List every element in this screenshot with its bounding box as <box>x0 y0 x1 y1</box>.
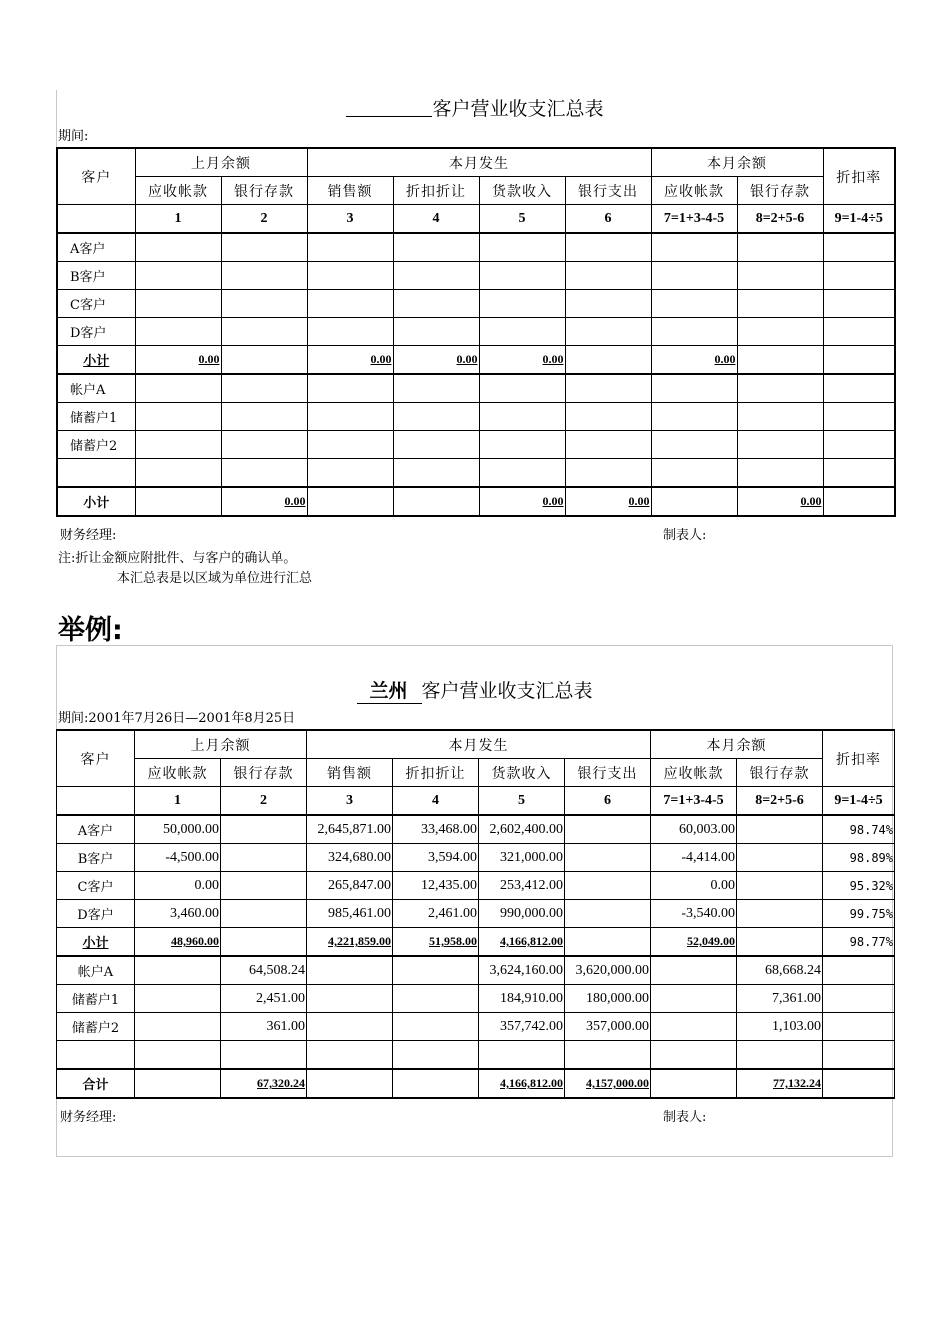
row-label: D客户 <box>57 900 135 928</box>
example-account-rows <box>57 956 895 1041</box>
subtotal-row <box>57 487 895 516</box>
header-last-month-balance: 上月余额 <box>135 730 307 759</box>
table-cell <box>565 900 651 928</box>
subtotal-cell: 48,960.00 <box>135 928 221 957</box>
row-label: A客户 <box>57 233 135 262</box>
title-blank <box>346 98 432 117</box>
table-cell: -3,540.00 <box>651 900 737 928</box>
header-this-month-balance: 本月余额 <box>651 148 823 177</box>
example-period: 期间:2001年7月26日—2001年8月25日 <box>58 711 296 726</box>
table-row <box>57 872 895 900</box>
total-cell: 67,320.24 <box>221 1069 307 1098</box>
form-title <box>56 94 894 121</box>
table-row <box>57 459 895 488</box>
index-cell: 7=1+3-4-5 <box>651 205 737 234</box>
table-cell: 324,680.00 <box>307 844 393 872</box>
subtotal-cell: 0.00 <box>565 487 651 516</box>
subtotal-cell: 0.00 <box>737 487 823 516</box>
table-cell: 361.00 <box>221 1013 307 1041</box>
table-cell <box>651 985 737 1013</box>
table-row <box>57 900 895 928</box>
table-cell <box>737 900 823 928</box>
table-cell <box>221 815 307 844</box>
table-cell: 2,461.00 <box>393 900 479 928</box>
row-label: 储蓄户2 <box>57 431 135 459</box>
note-line-1: 注:折让金额应附批件、与客户的确认单。 <box>58 551 297 566</box>
row-label: C客户 <box>57 290 135 318</box>
row-label: 帐户A <box>57 374 135 403</box>
rate-cell: 98.89% <box>823 844 895 872</box>
header-discount: 折扣折让 <box>393 177 479 205</box>
subtotal-row <box>57 928 895 957</box>
header-sales: 销售额 <box>307 759 393 787</box>
header-bank-deposit-2: 银行存款 <box>737 177 823 205</box>
table-cell <box>737 872 823 900</box>
index-cell: 5 <box>479 787 565 816</box>
table-cell: 3,594.00 <box>393 844 479 872</box>
subtotal-cell: 0.00 <box>393 346 479 375</box>
total-cell: 4,157,000.00 <box>565 1069 651 1098</box>
table-cell: 0.00 <box>135 872 221 900</box>
header-discount-rate: 折扣率 <box>823 730 895 787</box>
subtotal-cell: 0.00 <box>307 346 393 375</box>
index-cell: 1 <box>135 205 221 234</box>
table-cell <box>565 815 651 844</box>
form-period: 期间: <box>58 129 89 144</box>
total-cell: 77,132.24 <box>737 1069 823 1098</box>
header-sales: 销售额 <box>307 177 393 205</box>
table-cell <box>221 872 307 900</box>
header-receivable: 应收帐款 <box>135 177 221 205</box>
subtotal-cell: 4,221,859.00 <box>307 928 393 957</box>
subtotal-cell: 4,166,812.00 <box>479 928 565 957</box>
index-cell: 2 <box>221 205 307 234</box>
row-label: 帐户A <box>57 956 135 985</box>
subtotal-cell: 0.00 <box>135 346 221 375</box>
table-cell: 3,460.00 <box>135 900 221 928</box>
row-label: 储蓄户1 <box>57 985 135 1013</box>
index-cell: 4 <box>393 205 479 234</box>
table-cell <box>221 900 307 928</box>
total-row <box>57 1069 895 1098</box>
header-receivable: 应收帐款 <box>135 759 221 787</box>
rate-cell <box>823 956 895 985</box>
note-line-2: 本汇总表是以区域为单位进行汇总 <box>117 571 313 586</box>
row-label: B客户 <box>57 262 135 290</box>
example-preparer-label: 制表人: <box>663 1110 707 1125</box>
header-bank-deposit: 银行存款 <box>221 177 307 205</box>
table-cell: 357,742.00 <box>479 1013 565 1041</box>
table-cell <box>565 872 651 900</box>
table-row <box>57 290 895 318</box>
table-cell: 3,620,000.00 <box>565 956 651 985</box>
table-cell <box>651 1013 737 1041</box>
rate-cell <box>823 985 895 1013</box>
table-cell: 60,003.00 <box>651 815 737 844</box>
index-cell: 5 <box>479 205 565 234</box>
table-cell: 2,602,400.00 <box>479 815 565 844</box>
example-manager-label: 财务经理: <box>60 1110 117 1125</box>
table-cell <box>307 1013 393 1041</box>
table-cell <box>135 1013 221 1041</box>
table-cell: 3,624,160.00 <box>479 956 565 985</box>
index-cell: 6 <box>565 787 651 816</box>
table-row <box>57 1013 895 1041</box>
rate-cell: 95.32% <box>823 872 895 900</box>
table-row <box>57 956 895 985</box>
table-cell: 12,435.00 <box>393 872 479 900</box>
index-cell: 1 <box>135 787 221 816</box>
table-cell <box>307 985 393 1013</box>
table-cell <box>393 956 479 985</box>
index-cell: 9=1-4÷5 <box>823 205 895 234</box>
table-row <box>57 844 895 872</box>
index-cell: 8=2+5-6 <box>737 787 823 816</box>
subtotal-label: 小计 <box>57 928 135 957</box>
table-cell: 321,000.00 <box>479 844 565 872</box>
row-label: A客户 <box>57 815 135 844</box>
example-table <box>56 729 895 1099</box>
table-cell: 0.00 <box>651 872 737 900</box>
table-row <box>57 431 895 459</box>
header-bank-deposit: 银行存款 <box>221 759 307 787</box>
manager-label: 财务经理: <box>60 528 117 543</box>
table-row <box>57 815 895 844</box>
row-label: B客户 <box>57 844 135 872</box>
rate-cell: 98.74% <box>823 815 895 844</box>
table-cell: 990,000.00 <box>479 900 565 928</box>
table-cell <box>565 844 651 872</box>
header-customer: 客户 <box>57 730 135 787</box>
form-table <box>56 147 896 517</box>
index-cell: 8=2+5-6 <box>737 205 823 234</box>
index-cell: 3 <box>307 205 393 234</box>
table-cell <box>135 985 221 1013</box>
table-cell <box>135 956 221 985</box>
index-cell: 4 <box>393 787 479 816</box>
subtotal-rate: 98.77% <box>823 928 895 957</box>
table-cell <box>393 1013 479 1041</box>
subtotal-cell: 51,958.00 <box>393 928 479 957</box>
example-title <box>56 676 894 704</box>
header-bank-deposit-2: 银行存款 <box>737 759 823 787</box>
table-cell: 2,451.00 <box>221 985 307 1013</box>
header-bank-expense: 银行支出 <box>565 759 651 787</box>
table-cell: 7,361.00 <box>737 985 823 1013</box>
preparer-label: 制表人: <box>663 528 707 543</box>
index-row <box>57 205 895 234</box>
table-row <box>57 233 895 262</box>
example-place: 兰州 <box>357 676 421 704</box>
table-cell: 64,508.24 <box>221 956 307 985</box>
header-this-month-occurrence: 本月发生 <box>307 730 651 759</box>
table-cell: 1,103.00 <box>737 1013 823 1041</box>
index-cell: 9=1-4÷5 <box>823 787 895 816</box>
index-cell: 6 <box>565 205 651 234</box>
subtotal-cell: 0.00 <box>221 487 307 516</box>
example-customer-rows <box>57 815 895 928</box>
row-label: C客户 <box>57 872 135 900</box>
table-cell: -4,500.00 <box>135 844 221 872</box>
table-row <box>57 985 895 1013</box>
table-cell: 33,468.00 <box>393 815 479 844</box>
rate-cell: 99.75% <box>823 900 895 928</box>
index-cell: 2 <box>221 787 307 816</box>
subtotal-label: 小计 <box>57 346 135 375</box>
table-row <box>57 318 895 346</box>
table-row <box>57 262 895 290</box>
subtotal-cell: 0.00 <box>479 487 565 516</box>
table-cell: 180,000.00 <box>565 985 651 1013</box>
table-cell: -4,414.00 <box>651 844 737 872</box>
table-cell: 2,645,871.00 <box>307 815 393 844</box>
subtotal-cell: 52,049.00 <box>651 928 737 957</box>
total-label: 合计 <box>57 1069 135 1098</box>
table-cell: 985,461.00 <box>307 900 393 928</box>
rate-cell <box>823 1013 895 1041</box>
table-cell: 68,668.24 <box>737 956 823 985</box>
row-label: 储蓄户1 <box>57 403 135 431</box>
header-discount-rate: 折扣率 <box>823 148 895 205</box>
table-row <box>57 403 895 431</box>
subtotal-row <box>57 346 895 375</box>
subtotal-cell: 0.00 <box>651 346 737 375</box>
header-this-month-balance: 本月余额 <box>651 730 823 759</box>
example-title-text: 客户营业收支汇总表 <box>421 680 593 702</box>
table-cell: 184,910.00 <box>479 985 565 1013</box>
table-cell <box>221 844 307 872</box>
index-cell: 3 <box>307 787 393 816</box>
table-cell: 50,000.00 <box>135 815 221 844</box>
subtotal-cell: 0.00 <box>479 346 565 375</box>
form-title-text: 客户营业收支汇总表 <box>432 98 604 120</box>
table-cell <box>737 815 823 844</box>
header-this-month-occurrence: 本月发生 <box>307 148 651 177</box>
header-bank-expense: 银行支出 <box>565 177 651 205</box>
index-cell: 7=1+3-4-5 <box>651 787 737 816</box>
table-cell: 265,847.00 <box>307 872 393 900</box>
table-cell <box>737 844 823 872</box>
header-receivable-2: 应收帐款 <box>651 177 737 205</box>
row-label: 储蓄户2 <box>57 1013 135 1041</box>
subtotal-label: 小计 <box>57 487 135 516</box>
table-cell: 253,412.00 <box>479 872 565 900</box>
total-cell: 4,166,812.00 <box>479 1069 565 1098</box>
header-customer: 客户 <box>57 148 135 205</box>
header-payment-income: 货款收入 <box>479 177 565 205</box>
header-receivable-2: 应收帐款 <box>651 759 737 787</box>
table-row <box>57 1041 895 1070</box>
table-cell: 357,000.00 <box>565 1013 651 1041</box>
header-last-month-balance: 上月余额 <box>135 148 307 177</box>
header-discount: 折扣折让 <box>393 759 479 787</box>
table-cell <box>393 985 479 1013</box>
table-cell <box>651 956 737 985</box>
example-heading: 举例: <box>58 615 123 646</box>
table-row <box>57 374 895 403</box>
header-payment-income: 货款收入 <box>479 759 565 787</box>
row-label: D客户 <box>57 318 135 346</box>
index-row <box>57 787 895 816</box>
table-cell <box>307 956 393 985</box>
